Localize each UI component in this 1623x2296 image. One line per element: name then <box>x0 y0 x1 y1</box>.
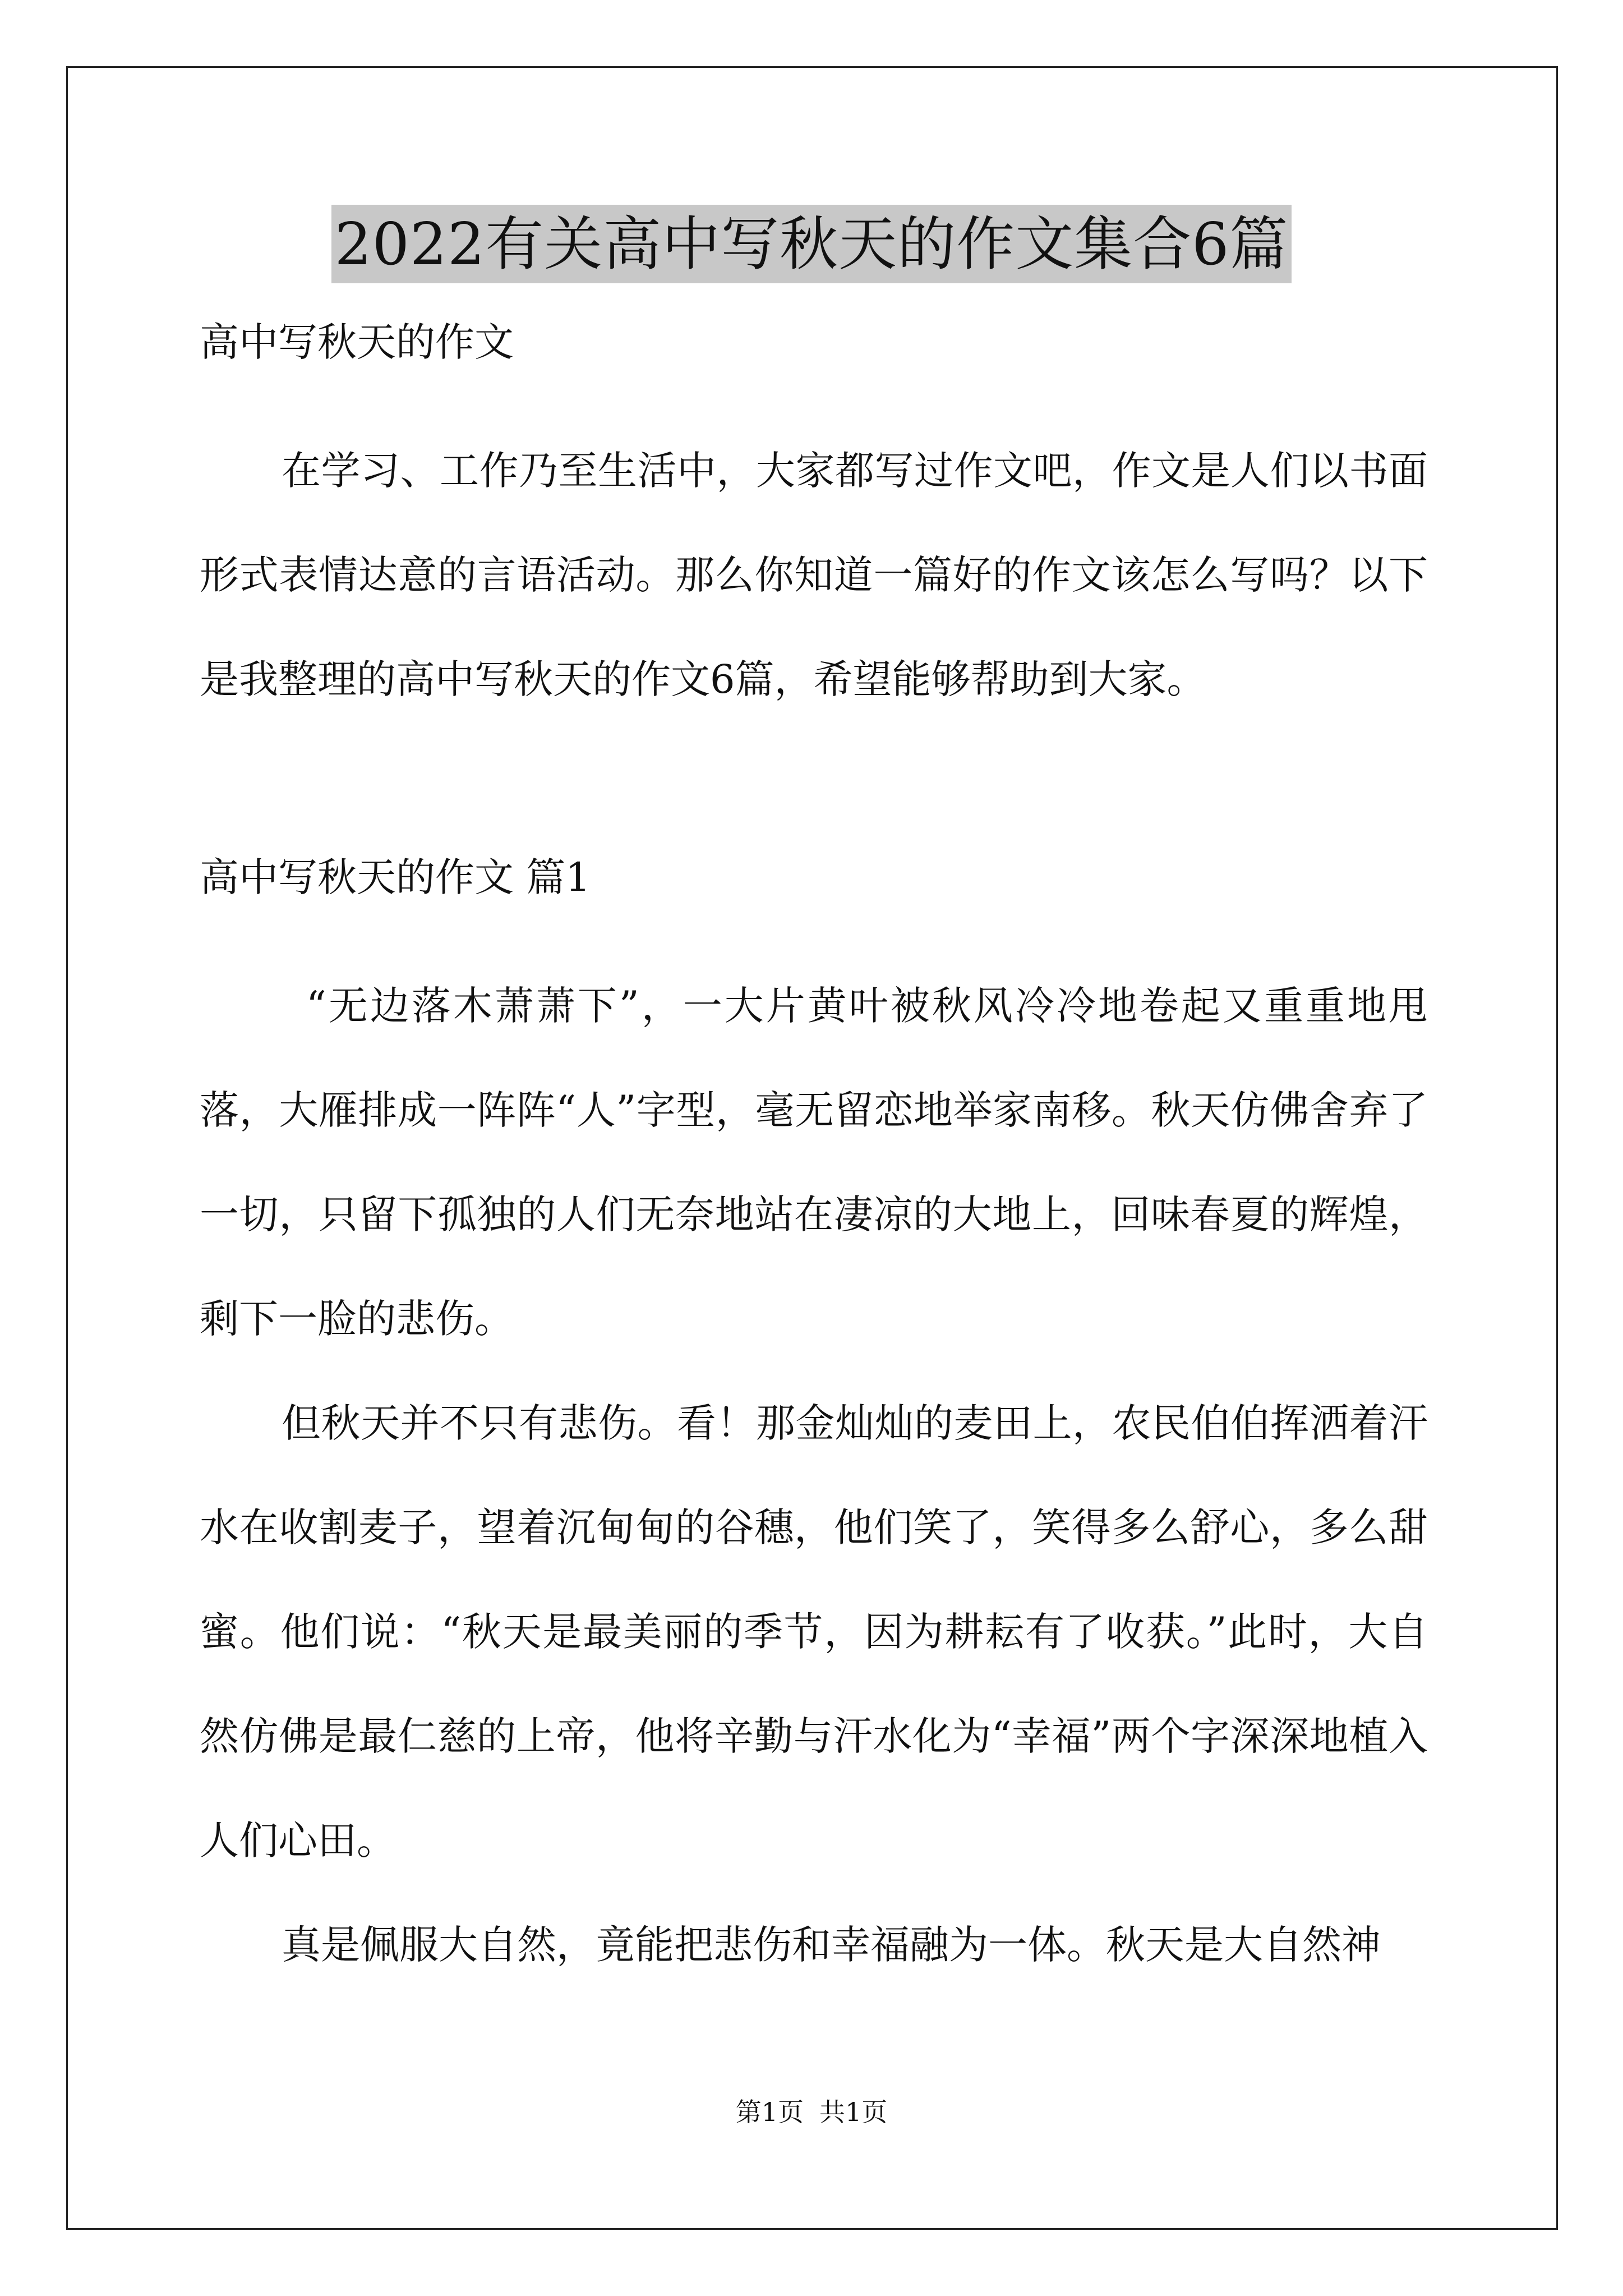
title-container <box>0 205 1623 283</box>
section-1-heading: 高中写秋天的作文 篇1 <box>200 854 591 900</box>
spacer <box>200 731 1428 849</box>
intro-paragraph: 在学习、工作乃至生活中，大家都写过作文吧，作文是人们以书面形式表情达意的言语活动。那么你知道一篇好的作文该怎么写吗？以下是我整理的高中写秋天的作文6篇，希望能够帮助到大家。 <box>200 448 1428 702</box>
section-1-paragraph: 真是佩服大自然，竟能把悲伤和幸福融为一体。秋天是大自然神 <box>282 1922 1381 1968</box>
page-number: 第1页 <box>735 2097 804 2127</box>
document-title: 2022有关高中写秋天的作文集合6篇 <box>331 205 1292 283</box>
spacer <box>200 905 1428 954</box>
section-1-paragraph: “无边落木萧萧下”，一大片黄叶被秋风冷冷地卷起又重重地甩落，大雁排成一阵阵“人”字型，毫无留恋地举家南移。秋天仿佛舍弃了一切，只留下孤独的人们无奈地站在凄凉的大地上，回味春夏的辉煌，剩下一脸的悲伤。 <box>200 983 1428 1342</box>
spacer <box>200 370 1428 418</box>
page-total: 共1页 <box>819 2097 888 2127</box>
intro-heading: 高中写秋天的作文 <box>200 319 514 365</box>
page-footer <box>0 2095 1623 2129</box>
section-1-paragraph: 但秋天并不只有悲伤。看！那金灿灿的麦田上，农民伯伯挥洒着汗水在收割麦子，望着沉甸甸的谷穗，他们笑了，笑得多么舒心，多么甜蜜。他们说：“秋天是最美丽的季节，因为耕耘有了收获。”此时，大自然仿佛是最仁慈的上帝，他将辛勤与汗水化为“幸福”两个字深深地植入人们心田。 <box>200 1400 1428 1864</box>
document-body <box>200 314 1428 1997</box>
